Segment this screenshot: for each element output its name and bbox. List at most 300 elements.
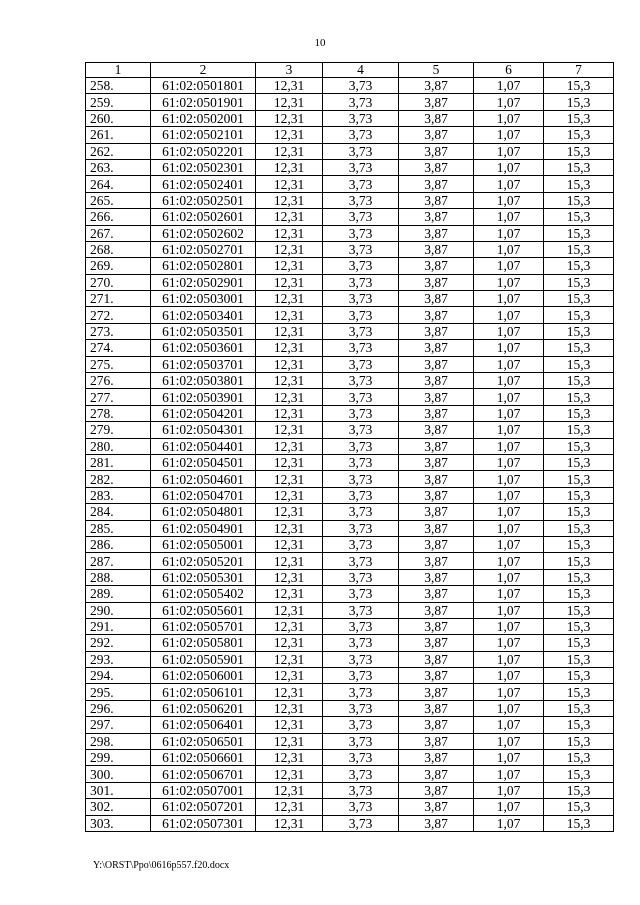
value-cell: 12,31: [256, 274, 323, 290]
value-cell: 1,07: [474, 422, 544, 438]
value-cell: 3,87: [399, 356, 474, 372]
table-row: [86, 127, 614, 143]
value-cell: 15,3: [544, 438, 614, 454]
cadastral-number-cell: 61:02:0502401: [151, 176, 256, 192]
value-cell: 3,73: [323, 176, 399, 192]
value-cell: 12,31: [256, 159, 323, 175]
value-cell: 3,73: [323, 651, 399, 667]
footer-file-path: Y:\ORST\Ppo\0616p557.f20.docx: [93, 860, 230, 871]
cadastral-number-cell: 61:02:0502601: [151, 209, 256, 225]
cadastral-number-cell: 61:02:0506601: [151, 750, 256, 766]
value-cell: 15,3: [544, 373, 614, 389]
value-cell: 15,3: [544, 176, 614, 192]
value-cell: 3,73: [323, 766, 399, 782]
row-number-cell: 282.: [86, 471, 151, 487]
row-number-cell: 284.: [86, 504, 151, 520]
cadastral-number-cell: 61:02:0502602: [151, 225, 256, 241]
value-cell: 3,87: [399, 94, 474, 110]
value-cell: 1,07: [474, 274, 544, 290]
value-cell: 3,73: [323, 733, 399, 749]
value-cell: 15,3: [544, 733, 614, 749]
row-number-cell: 276.: [86, 373, 151, 389]
cadastral-number-cell: 61:02:0503601: [151, 340, 256, 356]
value-cell: 3,73: [323, 258, 399, 274]
column-header: 7: [544, 63, 614, 78]
value-cell: 12,31: [256, 241, 323, 257]
value-cell: 3,87: [399, 291, 474, 307]
value-cell: 1,07: [474, 750, 544, 766]
table-row: [86, 307, 614, 323]
value-cell: 1,07: [474, 340, 544, 356]
cadastral-number-cell: 61:02:0504801: [151, 504, 256, 520]
value-cell: 15,3: [544, 454, 614, 470]
value-cell: 1,07: [474, 618, 544, 634]
cadastral-number-cell: 61:02:0502101: [151, 127, 256, 143]
value-cell: 1,07: [474, 127, 544, 143]
table-row: [86, 569, 614, 585]
value-cell: 3,87: [399, 159, 474, 175]
value-cell: 1,07: [474, 766, 544, 782]
table-row: [86, 717, 614, 733]
table-row: [86, 536, 614, 552]
row-number-cell: 278.: [86, 405, 151, 421]
value-cell: 12,31: [256, 766, 323, 782]
row-number-cell: 283.: [86, 487, 151, 503]
value-cell: 3,87: [399, 405, 474, 421]
value-cell: 12,31: [256, 422, 323, 438]
value-cell: 15,3: [544, 684, 614, 700]
value-cell: 1,07: [474, 307, 544, 323]
value-cell: 15,3: [544, 635, 614, 651]
value-cell: 3,87: [399, 717, 474, 733]
value-cell: 3,87: [399, 323, 474, 339]
row-number-cell: 298.: [86, 733, 151, 749]
table-row: [86, 799, 614, 815]
value-cell: 3,73: [323, 454, 399, 470]
table-row: [86, 274, 614, 290]
value-cell: 15,3: [544, 340, 614, 356]
value-cell: 1,07: [474, 717, 544, 733]
value-cell: 1,07: [474, 405, 544, 421]
value-cell: 15,3: [544, 127, 614, 143]
value-cell: 12,31: [256, 454, 323, 470]
row-number-cell: 272.: [86, 307, 151, 323]
value-cell: 3,73: [323, 192, 399, 208]
cadastral-number-cell: 61:02:0502801: [151, 258, 256, 274]
value-cell: 12,31: [256, 553, 323, 569]
value-cell: 3,73: [323, 373, 399, 389]
value-cell: 12,31: [256, 635, 323, 651]
value-cell: 3,73: [323, 78, 399, 94]
column-header: 4: [323, 63, 399, 78]
value-cell: 12,31: [256, 733, 323, 749]
row-number-cell: 279.: [86, 422, 151, 438]
row-number-cell: 295.: [86, 684, 151, 700]
value-cell: 12,31: [256, 209, 323, 225]
value-cell: 1,07: [474, 78, 544, 94]
value-cell: 15,3: [544, 618, 614, 634]
value-cell: 12,31: [256, 225, 323, 241]
cadastral-number-cell: 61:02:0504201: [151, 405, 256, 421]
value-cell: 3,87: [399, 389, 474, 405]
cadastral-number-cell: 61:02:0502901: [151, 274, 256, 290]
table-row: [86, 750, 614, 766]
table-row: [86, 405, 614, 421]
table-row: [86, 504, 614, 520]
cadastral-number-cell: 61:02:0504501: [151, 454, 256, 470]
value-cell: 12,31: [256, 258, 323, 274]
row-number-cell: 302.: [86, 799, 151, 815]
value-cell: 12,31: [256, 340, 323, 356]
value-cell: 1,07: [474, 373, 544, 389]
value-cell: 1,07: [474, 209, 544, 225]
cadastral-number-cell: 61:02:0504601: [151, 471, 256, 487]
value-cell: 3,87: [399, 520, 474, 536]
value-cell: 3,73: [323, 291, 399, 307]
table-row: [86, 454, 614, 470]
value-cell: 3,73: [323, 356, 399, 372]
value-cell: 3,73: [323, 274, 399, 290]
cadastral-number-cell: 61:02:0502001: [151, 110, 256, 126]
value-cell: 3,87: [399, 78, 474, 94]
row-number-cell: 296.: [86, 700, 151, 716]
value-cell: 1,07: [474, 487, 544, 503]
value-cell: 3,87: [399, 373, 474, 389]
value-cell: 1,07: [474, 602, 544, 618]
value-cell: 15,3: [544, 700, 614, 716]
value-cell: 1,07: [474, 782, 544, 798]
value-cell: 12,31: [256, 815, 323, 831]
table-row: [86, 602, 614, 618]
value-cell: 3,73: [323, 635, 399, 651]
value-cell: 15,3: [544, 291, 614, 307]
value-cell: 3,73: [323, 405, 399, 421]
value-cell: 15,3: [544, 750, 614, 766]
value-cell: 15,3: [544, 668, 614, 684]
value-cell: 15,3: [544, 520, 614, 536]
value-cell: 3,73: [323, 143, 399, 159]
value-cell: 12,31: [256, 110, 323, 126]
value-cell: 15,3: [544, 651, 614, 667]
row-number-cell: 288.: [86, 569, 151, 585]
value-cell: 1,07: [474, 569, 544, 585]
cadastral-number-cell: 61:02:0503901: [151, 389, 256, 405]
value-cell: 1,07: [474, 733, 544, 749]
value-cell: 1,07: [474, 815, 544, 831]
value-cell: 3,87: [399, 815, 474, 831]
column-header: 5: [399, 63, 474, 78]
value-cell: 3,87: [399, 504, 474, 520]
value-cell: 15,3: [544, 159, 614, 175]
value-cell: 1,07: [474, 241, 544, 257]
value-cell: 12,31: [256, 586, 323, 602]
cadastral-number-cell: 61:02:0501801: [151, 78, 256, 94]
cadastral-number-cell: 61:02:0506101: [151, 684, 256, 700]
value-cell: 15,3: [544, 586, 614, 602]
value-cell: 1,07: [474, 389, 544, 405]
value-cell: 1,07: [474, 110, 544, 126]
value-cell: 12,31: [256, 94, 323, 110]
value-cell: 3,73: [323, 438, 399, 454]
value-cell: 3,73: [323, 799, 399, 815]
value-cell: 3,73: [323, 618, 399, 634]
value-cell: 3,87: [399, 553, 474, 569]
value-cell: 3,73: [323, 536, 399, 552]
value-cell: 3,73: [323, 389, 399, 405]
value-cell: 3,73: [323, 668, 399, 684]
cadastral-number-cell: 61:02:0502301: [151, 159, 256, 175]
value-cell: 3,87: [399, 471, 474, 487]
cadastral-number-cell: 61:02:0503001: [151, 291, 256, 307]
value-cell: 1,07: [474, 143, 544, 159]
value-cell: 3,73: [323, 553, 399, 569]
value-cell: 12,31: [256, 143, 323, 159]
value-cell: 15,3: [544, 323, 614, 339]
value-cell: 12,31: [256, 373, 323, 389]
value-cell: 1,07: [474, 668, 544, 684]
table-row: [86, 635, 614, 651]
value-cell: 3,87: [399, 454, 474, 470]
table-row: [86, 373, 614, 389]
value-cell: 3,87: [399, 782, 474, 798]
cadastral-number-cell: 61:02:0505301: [151, 569, 256, 585]
cadastral-number-cell: 61:02:0503701: [151, 356, 256, 372]
value-cell: 3,73: [323, 94, 399, 110]
value-cell: 1,07: [474, 553, 544, 569]
table-row: [86, 258, 614, 274]
value-cell: 3,87: [399, 799, 474, 815]
row-number-cell: 270.: [86, 274, 151, 290]
cadastral-number-cell: 61:02:0507301: [151, 815, 256, 831]
table-row: [86, 209, 614, 225]
column-header: 6: [474, 63, 544, 78]
value-cell: 15,3: [544, 569, 614, 585]
value-cell: 3,87: [399, 209, 474, 225]
value-cell: 12,31: [256, 651, 323, 667]
table-row: [86, 487, 614, 503]
value-cell: 15,3: [544, 389, 614, 405]
value-cell: 12,31: [256, 291, 323, 307]
value-cell: 12,31: [256, 438, 323, 454]
value-cell: 3,73: [323, 127, 399, 143]
table-row: [86, 553, 614, 569]
value-cell: 12,31: [256, 78, 323, 94]
table-row: [86, 700, 614, 716]
row-number-cell: 259.: [86, 94, 151, 110]
value-cell: 3,87: [399, 127, 474, 143]
value-cell: 12,31: [256, 323, 323, 339]
row-number-cell: 265.: [86, 192, 151, 208]
row-number-cell: 299.: [86, 750, 151, 766]
row-number-cell: 262.: [86, 143, 151, 159]
value-cell: 3,73: [323, 602, 399, 618]
value-cell: 15,3: [544, 274, 614, 290]
value-cell: 15,3: [544, 241, 614, 257]
table-row: [86, 94, 614, 110]
value-cell: 12,31: [256, 471, 323, 487]
cadastral-number-cell: 61:02:0502201: [151, 143, 256, 159]
value-cell: 1,07: [474, 520, 544, 536]
value-cell: 15,3: [544, 307, 614, 323]
value-cell: 12,31: [256, 389, 323, 405]
value-cell: 3,87: [399, 733, 474, 749]
row-number-cell: 289.: [86, 586, 151, 602]
table-row: [86, 684, 614, 700]
row-number-cell: 300.: [86, 766, 151, 782]
value-cell: 3,87: [399, 110, 474, 126]
row-number-cell: 263.: [86, 159, 151, 175]
value-cell: 12,31: [256, 717, 323, 733]
row-number-cell: 273.: [86, 323, 151, 339]
value-cell: 3,87: [399, 438, 474, 454]
table-row: [86, 651, 614, 667]
value-cell: 12,31: [256, 405, 323, 421]
value-cell: 1,07: [474, 159, 544, 175]
row-number-cell: 290.: [86, 602, 151, 618]
value-cell: 1,07: [474, 291, 544, 307]
row-number-cell: 268.: [86, 241, 151, 257]
table-row: [86, 241, 614, 257]
cadastral-number-cell: 61:02:0506201: [151, 700, 256, 716]
value-cell: 15,3: [544, 422, 614, 438]
value-cell: 12,31: [256, 307, 323, 323]
value-cell: 15,3: [544, 504, 614, 520]
value-cell: 3,87: [399, 258, 474, 274]
value-cell: 12,31: [256, 192, 323, 208]
value-cell: 15,3: [544, 717, 614, 733]
value-cell: 3,87: [399, 586, 474, 602]
value-cell: 3,73: [323, 159, 399, 175]
table-row: [86, 192, 614, 208]
value-cell: 3,87: [399, 143, 474, 159]
row-number-cell: 292.: [86, 635, 151, 651]
value-cell: 15,3: [544, 487, 614, 503]
cadastral-number-cell: 61:02:0503501: [151, 323, 256, 339]
value-cell: 3,73: [323, 241, 399, 257]
value-cell: 12,31: [256, 176, 323, 192]
value-cell: 1,07: [474, 258, 544, 274]
value-cell: 3,87: [399, 700, 474, 716]
value-cell: 3,87: [399, 536, 474, 552]
value-cell: 15,3: [544, 94, 614, 110]
value-cell: 1,07: [474, 471, 544, 487]
cadastral-number-cell: 61:02:0504901: [151, 520, 256, 536]
value-cell: 15,3: [544, 209, 614, 225]
row-number-cell: 269.: [86, 258, 151, 274]
row-number-cell: 287.: [86, 553, 151, 569]
value-cell: 15,3: [544, 405, 614, 421]
table-row: [86, 782, 614, 798]
value-cell: 15,3: [544, 766, 614, 782]
data-table: [85, 62, 614, 832]
value-cell: 15,3: [544, 110, 614, 126]
value-cell: 1,07: [474, 438, 544, 454]
row-number-cell: 277.: [86, 389, 151, 405]
table-body: [86, 78, 614, 832]
table-row: [86, 422, 614, 438]
row-number-cell: 280.: [86, 438, 151, 454]
value-cell: 3,73: [323, 504, 399, 520]
value-cell: 15,3: [544, 225, 614, 241]
cadastral-number-cell: 61:02:0506401: [151, 717, 256, 733]
value-cell: 3,87: [399, 602, 474, 618]
value-cell: 3,87: [399, 176, 474, 192]
cadastral-number-cell: 61:02:0503801: [151, 373, 256, 389]
cadastral-number-cell: 61:02:0506701: [151, 766, 256, 782]
row-number-cell: 297.: [86, 717, 151, 733]
value-cell: 3,87: [399, 307, 474, 323]
cadastral-number-cell: 61:02:0501901: [151, 94, 256, 110]
value-cell: 3,87: [399, 651, 474, 667]
value-cell: 12,31: [256, 799, 323, 815]
value-cell: 3,87: [399, 274, 474, 290]
value-cell: 3,73: [323, 684, 399, 700]
value-cell: 3,73: [323, 225, 399, 241]
row-number-cell: 271.: [86, 291, 151, 307]
row-number-cell: 274.: [86, 340, 151, 356]
value-cell: 15,3: [544, 553, 614, 569]
value-cell: 12,31: [256, 602, 323, 618]
row-number-cell: 286.: [86, 536, 151, 552]
value-cell: 3,73: [323, 487, 399, 503]
value-cell: 3,87: [399, 635, 474, 651]
value-cell: 15,3: [544, 602, 614, 618]
row-number-cell: 267.: [86, 225, 151, 241]
table-row: [86, 668, 614, 684]
table-row: [86, 159, 614, 175]
table-row: [86, 815, 614, 831]
row-number-cell: 293.: [86, 651, 151, 667]
cadastral-number-cell: 61:02:0505801: [151, 635, 256, 651]
value-cell: 15,3: [544, 143, 614, 159]
cadastral-number-cell: 61:02:0506501: [151, 733, 256, 749]
row-number-cell: 301.: [86, 782, 151, 798]
value-cell: 1,07: [474, 586, 544, 602]
value-cell: 1,07: [474, 356, 544, 372]
value-cell: 15,3: [544, 782, 614, 798]
value-cell: 12,31: [256, 504, 323, 520]
value-cell: 1,07: [474, 504, 544, 520]
cadastral-number-cell: 61:02:0504401: [151, 438, 256, 454]
cadastral-number-cell: 61:02:0505001: [151, 536, 256, 552]
table-row: [86, 356, 614, 372]
row-number-cell: 285.: [86, 520, 151, 536]
value-cell: 12,31: [256, 700, 323, 716]
value-cell: 1,07: [474, 225, 544, 241]
value-cell: 3,87: [399, 422, 474, 438]
value-cell: 3,73: [323, 340, 399, 356]
value-cell: 1,07: [474, 684, 544, 700]
value-cell: 3,87: [399, 668, 474, 684]
row-number-cell: 291.: [86, 618, 151, 634]
value-cell: 1,07: [474, 94, 544, 110]
value-cell: 12,31: [256, 520, 323, 536]
value-cell: 12,31: [256, 356, 323, 372]
cadastral-number-cell: 61:02:0503401: [151, 307, 256, 323]
value-cell: 15,3: [544, 258, 614, 274]
row-number-cell: 260.: [86, 110, 151, 126]
cadastral-number-cell: 61:02:0504701: [151, 487, 256, 503]
value-cell: 12,31: [256, 569, 323, 585]
value-cell: 3,73: [323, 110, 399, 126]
table-row: [86, 78, 614, 94]
value-cell: 1,07: [474, 536, 544, 552]
table-row: [86, 340, 614, 356]
column-header: 1: [86, 63, 151, 78]
value-cell: 1,07: [474, 651, 544, 667]
value-cell: 3,87: [399, 225, 474, 241]
value-cell: 1,07: [474, 635, 544, 651]
